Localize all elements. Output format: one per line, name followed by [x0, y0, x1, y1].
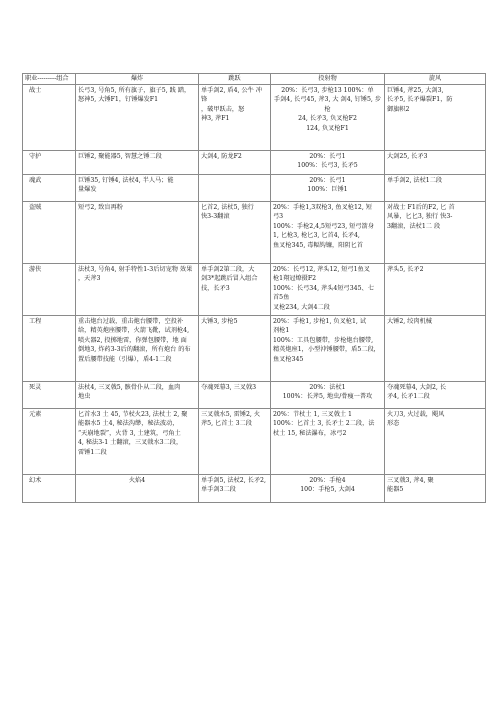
cell-leap: 匕首2, 法杖5, 独行 快3-3翻滚	[199, 202, 271, 264]
table-row	[23, 175, 486, 202]
cell-projectile: 20%：手枪1, 步枪1, 负叉枪1, 试 剂枪1 100%：工具包腰带，步枪炮台腰带, 精英炮座1，小型沖锤腰带，盾5二段， 鱼叉枪345	[271, 316, 385, 382]
cell-projectile: 20%：长弓1 100%：长弓3, 长矛5	[271, 151, 385, 175]
cell-leap	[199, 175, 271, 202]
cell-whirl: 大锤2, 绞肉机械	[385, 316, 486, 382]
cell-projectile: 20%：手枪4 100：手枪5, 大剑4	[271, 475, 385, 503]
cell-projectile: 20%：长弓12, 斧头12, 短弓1鱼叉 枪1翔冠燎摄F2 100%：长弓34, 斧头4短弓345、七 首5鱼 叉枪234, 大剑4二段	[271, 264, 385, 316]
column-header-leap: 跳跃	[199, 74, 271, 85]
cell-explosion: 巨锤35, 钉锤4, 法杖4, 半人马；能 量爆发	[76, 175, 199, 202]
cell-leap: 单手剑5, 法杖2, 长矛2, 单手剑3二段	[199, 475, 271, 503]
column-header-whirl: 旋风	[385, 74, 486, 85]
cell-explosion: 巨锤2, 聚能器5, 智慧之锤二段	[76, 151, 199, 175]
cell-whirl: 火刀3, 火过载，飓风 形态	[385, 409, 486, 475]
header-row	[23, 74, 486, 85]
cell-leap: 大剑4, 防龙F2	[199, 151, 271, 175]
row-role: 游侠	[23, 264, 76, 316]
row-role: 死灵	[23, 382, 76, 409]
table-row	[23, 85, 486, 151]
row-role: 工程	[23, 316, 76, 382]
cell-projectile: 20%：法杖1 100%：长斧5, 地虫/骨瘦一普攻	[271, 382, 385, 409]
row-role: 战士	[23, 85, 76, 151]
corner-header: 职业---------组合	[23, 74, 76, 85]
column-header-explosion: 爆炸	[76, 74, 199, 85]
cell-explosion: 火焰4	[76, 475, 199, 503]
cell-projectile: 20%：长弓1 100%：巨锤1	[271, 175, 385, 202]
cell-explosion: 短弓2, 致盲再粉	[76, 202, 199, 264]
cell-projectile: 20%：手枪1,3双枪3, 鱼叉枪12, 短 弓3 100%：手枪2,4,5短弓23, 短弓箭身 1, 匕枪3, 枪匕3, 匕首4, 长矛4, 鱼叉枪345, 毒幅钩镰，阳阴匕首	[271, 202, 385, 264]
cell-explosion: 法杖3, 号角4, 射手特性1-3后切宠物 效果 ，天斧3	[76, 264, 199, 316]
cell-leap: 夺魂死幕3, 三叉戟3	[199, 382, 271, 409]
row-role: 魂武	[23, 175, 76, 202]
cell-leap: 大锤3, 步枪5	[199, 316, 271, 382]
cell-explosion: 匕首水3 土 45, 节杖火23, 法杖土 2, 聚 能器水5 土4, 秘法沟缈，秘法波动， “天崩地裂”，火背 3, 土建筑，弓角土 4, 秘法3-1 土翻滚，三叉戟水3二段， 雷锤1二段	[76, 409, 199, 475]
row-role: 盗贼	[23, 202, 76, 264]
row-role: 幻术	[23, 475, 76, 503]
table-row	[23, 475, 486, 503]
cell-leap: 三叉戟水5, 雷锤2, 火 斧5, 匕首土 3二段	[199, 409, 271, 475]
cell-leap: 单手剑2, 盾4, 公牛 冲锋 ，破甲跃击，怒 神3, 斧F1	[199, 85, 271, 151]
cell-explosion: 法杖4, 三叉戟5, 骸骨仆从二段，血肉 地虫	[76, 382, 199, 409]
class-combo-table	[22, 73, 486, 503]
table-row	[23, 382, 486, 409]
row-role: 守护	[23, 151, 76, 175]
table-row	[23, 151, 486, 175]
cell-leap: 单手剑2第二段，大 剑3*起跳后冒入组合 技，长矛3	[199, 264, 271, 316]
cell-explosion: 重击炮台过载，重击炮台腰带，空投补 给，精英炮座腰带，火箭飞靴，试剂枪4, 喷火器2, 投掷地雷，你弹包腰带，地 面 倒地3, 炸药3-3后的翻滚，所有炮台 的布 置后腰带技能（引爆），盾4-1二段	[76, 316, 199, 382]
table-row	[23, 264, 486, 316]
table-row	[23, 316, 486, 382]
row-role: 元素	[23, 409, 76, 475]
cell-whirl: 对战士 F1后的F2, 匕 首 风暴，匕匕3, 独行 快3- 3翻滚，法杖1二 段	[385, 202, 486, 264]
cell-whirl: 斧头5, 长矛2	[385, 264, 486, 316]
column-header-projectile: 投射物	[271, 74, 385, 85]
cell-whirl: 大剑25, 长矛3	[385, 151, 486, 175]
cell-whirl: 巨锤4, 斧25, 大剑3, 长矛5, 长矛爆裂F1，防 御旗帜2	[385, 85, 486, 151]
cell-whirl: 夺魂死幕4, 大剑2, 长 矛4, 长矛1二段	[385, 382, 486, 409]
table-row	[23, 202, 486, 264]
cell-explosion: 长弓3, 号角5, 所有旗子，旗子5, 践 踏， 怒神5, 大锤F1，钉锤爆发F1	[76, 85, 199, 151]
table-row	[23, 409, 486, 475]
cell-projectile: 20%：长弓3, 步枪13 100%：单 手剑4, 长弓45, 斧3, 大 剑4, 钉锤5, 步枪 24, 长矛3, 负叉枪F2 124, 负叉枪F1	[271, 85, 385, 151]
cell-whirl: 单手剑2, 法杖1二段	[385, 175, 486, 202]
cell-projectile: 20%：节杖土 1, 三叉戟土 1 100%：匕首土 3, 长矛土 2二段，法 杖土 15, 秘法瀑布，冰弓2	[271, 409, 385, 475]
cell-whirl: 三叉戟3, 斧4, 聚 能器5	[385, 475, 486, 503]
